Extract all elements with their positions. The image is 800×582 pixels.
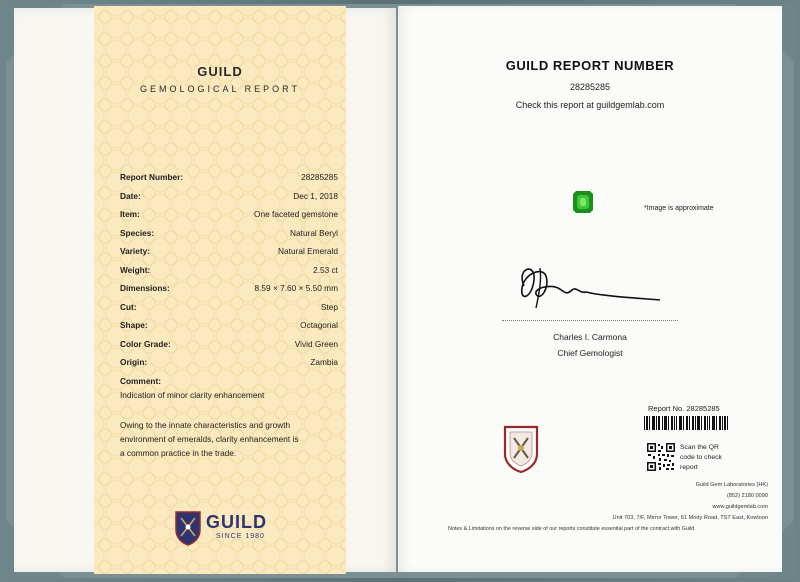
- field-value: Dec 1, 2018: [293, 190, 338, 201]
- emerald-gem-image: [572, 190, 594, 214]
- field-row: [120, 353, 338, 372]
- lab-website: www.guildgemlab.com: [712, 504, 768, 510]
- field-label: Shape:: [120, 320, 148, 331]
- field-label: Origin:: [120, 357, 148, 368]
- field-row: [120, 316, 338, 335]
- comment-line: a common practice in the trade.: [120, 448, 237, 458]
- field-row: [120, 205, 338, 224]
- report-number-title: GUILD REPORT NUMBER: [505, 58, 675, 73]
- brand-subtitle: GEMOLOGICAL REPORT: [139, 84, 301, 94]
- field-value: 28285285: [301, 172, 338, 183]
- logo-wordmark: GUILD: [206, 512, 267, 532]
- field-label: Comment:: [120, 375, 162, 386]
- comment-line: Owing to the innate characteristics and growth: [120, 420, 291, 430]
- right-page: [398, 6, 782, 572]
- field-label: Weight:: [120, 264, 151, 275]
- qr-text-line: Scan the QR: [680, 444, 719, 451]
- check-report-link[interactable]: Check this report at guildgemlab.com: [515, 100, 665, 110]
- field-row: [120, 261, 338, 280]
- field-value: Octagonal: [300, 320, 338, 331]
- barcode-label: Report No. 28285285: [648, 404, 720, 413]
- brand-name: GUILD: [197, 64, 243, 79]
- field-value: One faceted gemstone: [254, 209, 338, 220]
- field-label: Date:: [120, 190, 141, 201]
- qr-instructions: [680, 443, 730, 473]
- certificate-card: [94, 6, 346, 574]
- lab-address: Unit 703, 7/F, Mirror Tower, 61 Mody Road, TST East, Kowloon: [612, 515, 768, 521]
- field-value: Natural Emerald: [278, 246, 338, 257]
- field-value: Natural Beryl: [290, 227, 338, 238]
- signer-name: Charles I. Carmona: [553, 332, 627, 342]
- signer-title: Chief Gemologist: [557, 348, 623, 358]
- field-label: Item:: [120, 209, 140, 220]
- barcode-image: [644, 416, 728, 430]
- comment-line: environment of emeralds, clarity enhancement is: [120, 434, 299, 444]
- signature-line: [502, 320, 678, 321]
- lab-name: Guild Gem Laboratories (HK): [695, 482, 768, 488]
- field-label: Species:: [120, 227, 155, 238]
- notes-limitations: Notes & Limitations on the reverse side of our reports constitute essential part of the contract with Guild: [448, 526, 695, 532]
- field-row: [120, 168, 338, 187]
- field-label: Report Number:: [120, 172, 184, 183]
- field-label: Variety:: [120, 246, 150, 257]
- field-row: [120, 242, 338, 261]
- field-label: Dimensions:: [120, 283, 170, 294]
- comment-text: Indication of minor clarity enhancement: [120, 390, 265, 400]
- field-row: [120, 335, 338, 354]
- guild-crest-logo: [502, 424, 540, 474]
- field-row: [120, 187, 338, 206]
- report-number: 28285285: [569, 82, 611, 92]
- field-value: Vivid Green: [294, 338, 338, 349]
- comment-paragraph: [120, 418, 330, 460]
- image-approximate-note: *Image is approximate: [644, 205, 714, 212]
- field-label: Cut:: [120, 301, 137, 312]
- field-row: [120, 279, 338, 298]
- lab-phone: (852) 2180 0090: [726, 493, 768, 499]
- field-row: [120, 298, 338, 317]
- field-row: [120, 224, 338, 243]
- field-value: 8.59 × 7.60 × 5.50 mm: [254, 283, 338, 294]
- field-label: Color Grade:: [120, 338, 171, 349]
- report-fields: [120, 168, 338, 390]
- field-row: [120, 372, 338, 391]
- signature-image: [506, 258, 666, 314]
- qr-code-image[interactable]: [646, 442, 676, 472]
- logo-since: SINCE 1980: [216, 533, 265, 540]
- field-value: Step: [320, 301, 338, 312]
- field-value: Zambia: [310, 357, 338, 368]
- qr-text-line: report: [680, 464, 698, 471]
- field-value: 2.53 ct: [313, 264, 338, 275]
- qr-text-line: code to check: [680, 454, 722, 461]
